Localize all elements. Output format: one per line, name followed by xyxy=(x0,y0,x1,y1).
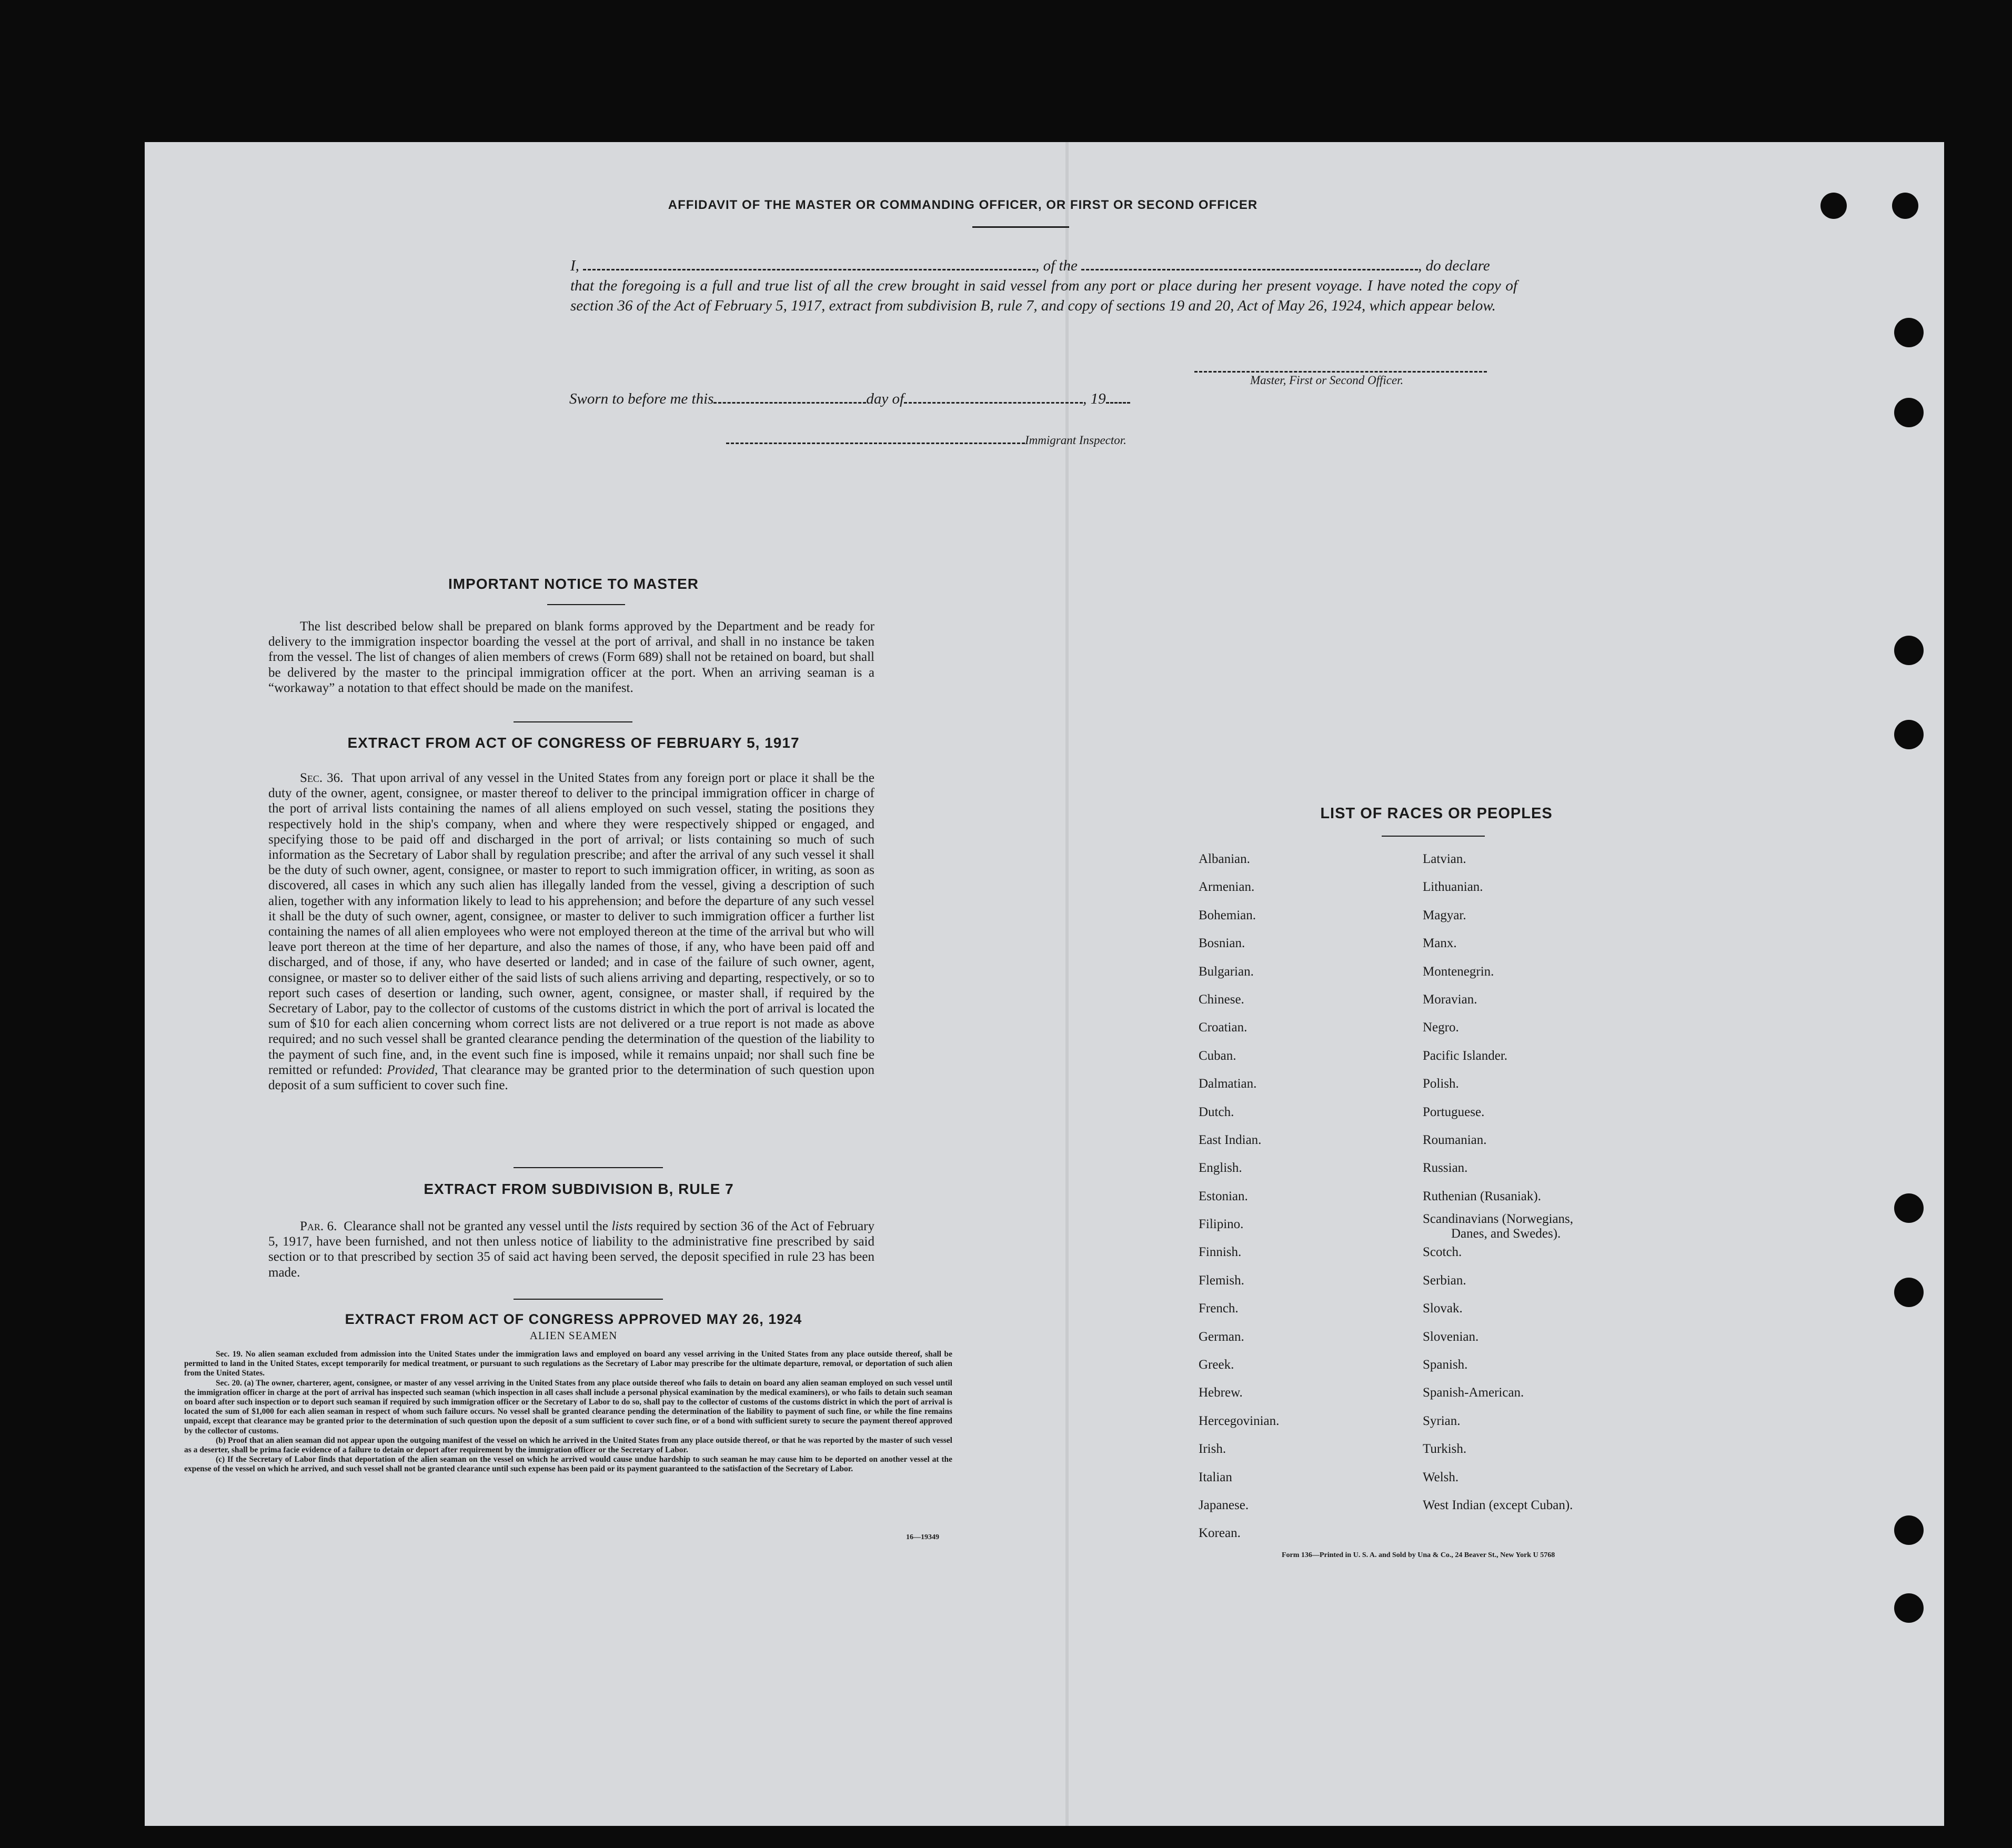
race-item: Chinese. xyxy=(1199,992,1244,1007)
extract-1917-body xyxy=(268,770,874,1093)
binder-hole xyxy=(1894,636,1924,665)
race-item: Polish. xyxy=(1423,1077,1459,1091)
sec-36-label: Sec. 36. xyxy=(300,771,344,785)
binder-hole xyxy=(1894,720,1924,749)
race-item: Greek. xyxy=(1199,1358,1234,1372)
race-item: Bosnian. xyxy=(1199,936,1245,951)
binder-hole xyxy=(1894,1515,1924,1545)
affidavit-title-rule xyxy=(972,226,1069,228)
notice-body xyxy=(268,619,874,696)
notice-rule xyxy=(547,604,625,605)
extract-1917-end-rule xyxy=(514,1167,663,1168)
affidavit-declare: , do declare xyxy=(1418,257,1490,274)
race-item: Magyar. xyxy=(1423,908,1466,922)
binder-hole xyxy=(1894,1278,1924,1307)
race-item: Filipino. xyxy=(1199,1217,1244,1232)
binder-hole xyxy=(1892,193,1918,219)
race-item: Pacific Islander. xyxy=(1423,1048,1508,1063)
race-item: Roumanian. xyxy=(1423,1132,1487,1147)
races-title: LIST OF RACES OR PEOPLES xyxy=(1320,805,1553,822)
race-item: Slovenian. xyxy=(1423,1329,1479,1344)
race-item: Flemish. xyxy=(1199,1273,1244,1288)
sworn-year: , 19 xyxy=(1083,390,1106,407)
race-item: Croatian. xyxy=(1199,1020,1248,1035)
sec-20a-text: Sec. 20. (a) The owner, charterer, agent, consignee, or master of any vessel arriving in the United States from any place outside thereof who fails to detain on board any alien seaman employed on such vessel until the immigration officer in charge at the port of arrival has inspected such seaman (which inspection in all cases shall include a personal physical examination by the medical examiners), or who fails to detain such seaman on board after such inspection or to deport such seaman if required by such immigration officer or the Secretary of Labor to do so, shall pay to the collector of customs of the customs district in which the port of arrival is located the sum of $1,000 for each alien seaman in respect of whom such failure occurs. No vessel shall be granted clearance pending the determination of the liability to payment of such fine, or while the fine remains unpaid, except that clearance may be granted prior to the determination of such question upon the deposit of a sum sufficient to cover such fine, or of a bond with sufficient surety to secure the payment thereof approved by the collector of customs. xyxy=(184,1378,952,1435)
sec-36-text: That upon arrival of any vessel in the United States from any foreign port or place it shall be the duty of the owner, agent, consignee, or master thereof to deliver to the principal immigration officer in charge of the port of arrival lists containing the names of all aliens employed on such vessel, stating the positions they respectively hold in the ship's company, when and where they were respectively shipped or engaged, and specifying those to be paid off and discharged in the port of arrival; or lists containing so much of such information as the Secretary of Labor shall by regulation prescribe; and after the arrival of any such vessel it shall be the duty of such owner, agent, consignee, or master to report to such immigration officer, in writing, as soon as discovered, all cases in which any such alien has illegally landed from the vessel, giving a description of such alien, together with any information likely to lead to his apprehension; and before the departure of any such vessel it shall be the duty of such owner, agent, consignee, or master to deliver to such immigration officer a further list containing the names of all alien employees who were not employed thereon at the time of the arrival but who will leave port thereon at the time of her departure, and also the names of those, if any, who have been paid off and discharged, and of those, if any, who have deserted or landed; and in case of the failure of such owner, agent, consignee, or master so to deliver either of the said lists of such aliens arriving and departing, respectively, or so to report such cases of desertion or landing, such owner, agent, consignee, or master shall, if required by the Secretary of Labor, pay to the collector of customs of the customs district in which the port of arrival is located the sum of $10 for each alien concerning whom correct lists are not delivered or a true report is not made as above required; and no such vessel shall be granted clearance pending the determination of the question of the liability to the payment of such fine, and, in the event such fine is imposed, while it remains unpaid; nor shall such fine be remitted or refunded: xyxy=(268,771,875,1077)
race-item: Albanian. xyxy=(1199,852,1250,866)
race-item: Welsh. xyxy=(1423,1470,1459,1484)
sworn-prefix: Sworn to before me this xyxy=(569,390,714,407)
par-6-text-b: required by section 36 of the Act of February 5, 1917, have been furnished, and not then unless notice of liability to the administrative fine prescribed by said section or to that prescribed by section 35 of said act having been served, the deposit specified in rule 23 has been made. xyxy=(268,1219,875,1280)
notice-text: The list described below shall be prepared on blank forms approved by the Department and be ready for delivery to the immigration inspector boarding the vessel at the port of arrival, and shall in no instance be taken from the vessel. The list of changes of alien members of crews (Form 689) shall not be retained on board, but shall be delivered by the master to the principal immigration officer at the port. When an arriving seaman is a “workaway” a notation to that effect should be made on the manifest. xyxy=(268,619,874,695)
sec-20b-text: (b) Proof that an alien seaman did not appear upon the outgoing manifest of the vessel on which he arrived in the United States from any place outside thereof, or that he was reported by the master of such vessel as a deserter, shall be prima facie evidence of a failure to detain or deport after requirement by the immigration officer or the Secretary of Labor. xyxy=(184,1435,952,1455)
race-item: Japanese. xyxy=(1199,1498,1249,1512)
race-item: Negro. xyxy=(1423,1020,1459,1035)
master-signature-label: Master, First or Second Officer. xyxy=(1250,374,1404,387)
affidavit-body: that the foregoing is a full and true list of all the crew brought in said vessel from any port or place during her present voyage. I have noted the copy of section 36 of the Act of February 5, 1917, extract from subdivision B, rule 7, and copy of sections 19 and 20, Act of May 26, 1924, which appear below. xyxy=(570,277,1517,314)
binder-hole xyxy=(1894,1593,1924,1623)
printer-footer: Form 136—Printed in U. S. A. and Sold by Una & Co., 24 Beaver St., New York U 5768 xyxy=(1282,1551,1555,1559)
inspector-label: Immigrant Inspector. xyxy=(1025,434,1126,447)
affidavit-declaration xyxy=(570,256,1517,316)
act-1924-body xyxy=(184,1350,952,1474)
race-item: West Indian (except Cuban). xyxy=(1423,1498,1573,1512)
race-item: Spanish-American. xyxy=(1423,1385,1524,1400)
race-item: Serbian. xyxy=(1423,1273,1466,1288)
binder-hole xyxy=(1820,193,1847,219)
race-item: Korean. xyxy=(1199,1526,1241,1541)
race-item: English. xyxy=(1199,1161,1242,1176)
rule-7-end-rule xyxy=(514,1299,663,1300)
race-item: Dutch. xyxy=(1199,1104,1234,1119)
race-item-two-line xyxy=(1423,1210,1574,1241)
race-item: Lithuanian. xyxy=(1423,880,1483,895)
notice-title: IMPORTANT NOTICE TO MASTER xyxy=(448,576,699,592)
race-item: French. xyxy=(1199,1301,1239,1316)
affidavit-i: I, xyxy=(570,257,579,274)
race-item: Portuguese. xyxy=(1423,1104,1485,1119)
race-item: Cuban. xyxy=(1199,1048,1236,1063)
provided-word: Provided, xyxy=(387,1062,438,1077)
race-item: Dalmatian. xyxy=(1199,1077,1257,1091)
race-item: Latvian. xyxy=(1423,852,1466,866)
sec-36-tail: That clearance may be granted prior to the determination of such question upon deposit of a sum sufficient to cover such fine. xyxy=(268,1062,874,1093)
race-item: Hebrew. xyxy=(1199,1385,1243,1400)
sec-19-text: Sec. 19. No alien seaman excluded from admission into the United States under the immigration laws and employed on board any vessel arriving in the United States from any place outside thereof, shall be permitted to land in the United States, except temporarily for medical treatment, or pursuant to such regulations as the Secretary of Labor may prescribe for the ultimate departure, removal, or deportation of such alien from the United States. xyxy=(184,1350,952,1378)
affidavit-title: AFFIDAVIT OF THE MASTER OR COMMANDING OFFICER, OR FIRST OR SECOND OFFICER xyxy=(668,198,1258,212)
sec-20c-text: (c) If the Secretary of Labor finds that deportation of the alien seaman on the vessel on which he arrived would cause undue hardship to such seaman he may cause him to be deported on another vessel at the expense of the vessel on which he arrived, and such vessel shall not be granted clearance until such expense has been paid or its payment guaranteed to the satisfaction of the Secretary of Labor. xyxy=(184,1455,952,1474)
race-item: Bohemian. xyxy=(1199,908,1256,922)
sworn-day-of: day of xyxy=(866,390,904,407)
race-item-continuation: Danes, and Swedes). xyxy=(1451,1227,1561,1241)
form-code: 16—19349 xyxy=(906,1533,939,1541)
races-left-column xyxy=(1199,845,1279,1548)
races-rule xyxy=(1382,836,1485,837)
race-item: Hercegovinian. xyxy=(1199,1413,1280,1428)
act-1924-subtitle: ALIEN SEAMEN xyxy=(529,1329,618,1342)
extract-1917-title: EXTRACT FROM ACT OF CONGRESS OF FEBRUARY 5, 1917 xyxy=(347,735,800,751)
binder-hole xyxy=(1894,318,1924,347)
inspector-line xyxy=(726,434,1126,447)
race-item: Scotch. xyxy=(1423,1245,1462,1260)
act-1924-title: EXTRACT FROM ACT OF CONGRESS APPROVED MAY 26, 1924 xyxy=(345,1311,802,1327)
binder-hole xyxy=(1894,398,1924,427)
notice-end-rule xyxy=(514,721,632,722)
race-item: Syrian. xyxy=(1423,1413,1461,1428)
affidavit-of-the: , of the xyxy=(1035,257,1078,274)
race-item: German. xyxy=(1199,1329,1244,1344)
rule-7-title: EXTRACT FROM SUBDIVISION B, RULE 7 xyxy=(424,1181,734,1197)
races-right-column xyxy=(1423,845,1573,1519)
sworn-month-field[interactable] xyxy=(904,402,1083,404)
par-6-text-a: Clearance shall not be granted any vessel until the xyxy=(344,1219,609,1233)
sworn-line xyxy=(569,390,1130,408)
race-item: Bulgarian. xyxy=(1199,964,1254,979)
race-item: Irish. xyxy=(1199,1442,1226,1457)
inspector-signature-field[interactable] xyxy=(726,443,1025,444)
master-signature-field[interactable] xyxy=(1194,371,1487,373)
race-item: Scandinavians (Norwegians, xyxy=(1423,1212,1574,1227)
binder-hole xyxy=(1894,1193,1924,1223)
sworn-day-field[interactable] xyxy=(713,402,866,404)
par-6-label: Par. 6. xyxy=(300,1219,337,1233)
race-item: Armenian. xyxy=(1199,880,1255,895)
race-item: Ruthenian (Rusaniak). xyxy=(1423,1189,1541,1203)
race-item: East Indian. xyxy=(1199,1132,1262,1147)
race-item: Estonian. xyxy=(1199,1189,1248,1203)
name-field[interactable] xyxy=(583,269,1035,270)
race-item: Slovak. xyxy=(1423,1301,1463,1316)
race-item: Russian. xyxy=(1423,1161,1468,1176)
race-item: Finnish. xyxy=(1199,1245,1242,1260)
lists-word: lists xyxy=(611,1219,633,1233)
race-item: Moravian. xyxy=(1423,992,1477,1007)
race-item: Manx. xyxy=(1423,936,1457,951)
race-item: Montenegrin. xyxy=(1423,964,1494,979)
race-item: Turkish. xyxy=(1423,1442,1467,1457)
race-item: Spanish. xyxy=(1423,1358,1468,1372)
vessel-field[interactable] xyxy=(1081,269,1418,270)
race-item: Italian xyxy=(1199,1470,1232,1484)
sworn-year-field[interactable] xyxy=(1106,402,1130,404)
rule-7-body xyxy=(268,1219,874,1280)
